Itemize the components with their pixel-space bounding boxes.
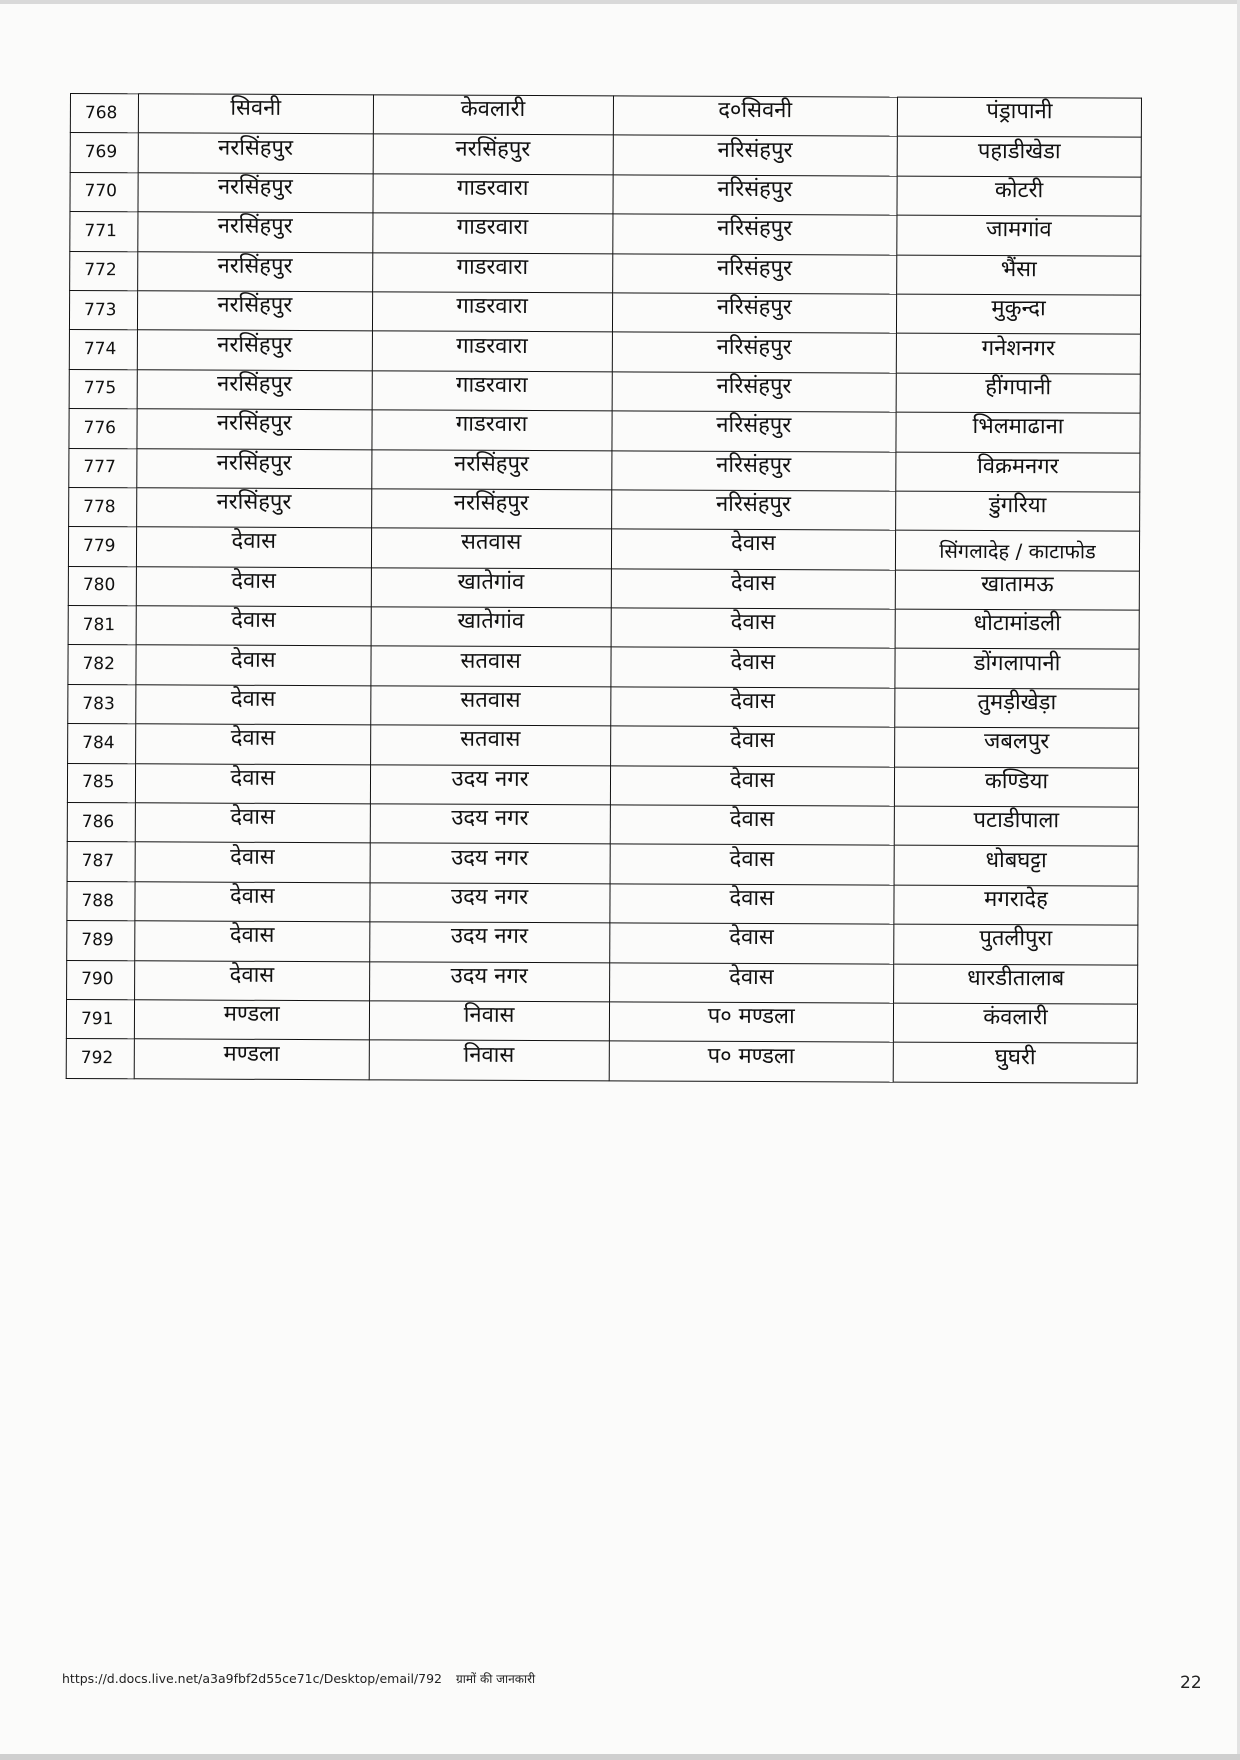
village-cell-text: जामगांव <box>986 217 1052 243</box>
division-cell-text: नरिसंहपुर <box>716 413 792 439</box>
serial-number-cell <box>68 724 136 764</box>
village-cell-text: विक्रमनगर <box>977 453 1059 480</box>
division-cell <box>611 569 896 610</box>
block-cell <box>369 922 609 962</box>
serial-number-cell-text: 781 <box>82 614 116 635</box>
block-cell-text: उदय नगर <box>451 884 529 911</box>
village-cell <box>896 373 1140 413</box>
district-cell-text: नरसिंहपुर <box>216 489 292 516</box>
table-row <box>66 1039 1137 1083</box>
block-cell-text: उदय नगर <box>450 924 529 950</box>
block-cell <box>373 213 613 253</box>
district-cell-text: नरसिंहपुर <box>217 214 293 240</box>
block-cell-text: गाडरवारा <box>455 411 528 438</box>
division-cell <box>610 687 895 728</box>
block-cell-text: खातेगांव <box>457 608 525 635</box>
district-cell-text: नरसिंहपुर <box>217 292 293 319</box>
village-cell-text: कंवलारी <box>983 1005 1048 1031</box>
division-cell-text: देवास <box>731 531 776 557</box>
table-row <box>67 921 1138 965</box>
district-cell-text: नरसिंहपुर <box>216 371 293 397</box>
district-cell <box>134 1000 369 1040</box>
village-cell-text: कोटरी <box>994 178 1044 204</box>
division-cell <box>609 962 894 1003</box>
serial-number-cell <box>67 803 135 843</box>
table-row <box>67 960 1138 1004</box>
division-cell-text: देवास <box>730 570 776 596</box>
block-cell <box>372 292 612 332</box>
block-cell-text: नरसिंहपुर <box>453 451 530 477</box>
village-cell <box>894 846 1138 886</box>
block-cell <box>373 174 613 214</box>
district-cell <box>137 251 372 291</box>
village-cell <box>897 215 1141 255</box>
village-cell-text: कण्डिया <box>984 768 1049 795</box>
block-cell <box>372 252 612 292</box>
division-cell-text: नरिसंहपुर <box>717 176 793 203</box>
block-cell-text: नरसिंहपुर <box>453 490 529 517</box>
serial-number-cell-text: 777 <box>83 457 116 478</box>
serial-number-cell <box>70 172 138 212</box>
village-cell <box>896 412 1140 452</box>
table-row <box>70 133 1141 177</box>
serial-number-cell <box>69 448 137 488</box>
serial-number-cell-text: 778 <box>83 496 116 517</box>
table-row <box>68 527 1139 571</box>
block-cell <box>371 489 611 529</box>
division-cell-text: नरिसंहपुर <box>716 334 792 360</box>
district-cell <box>135 842 370 882</box>
village-cell-text: पहाडीखेडा <box>977 138 1061 164</box>
serial-number-cell-text: 773 <box>84 299 117 320</box>
district-cell <box>135 882 370 922</box>
division-cell-text: नरिसंहपुर <box>715 491 792 518</box>
serial-number-cell <box>66 1039 134 1079</box>
division-cell <box>612 253 897 294</box>
block-cell <box>370 686 610 726</box>
village-cell-text: खातामऊ <box>981 571 1054 598</box>
district-cell <box>137 409 372 449</box>
table-row <box>69 487 1140 531</box>
division-cell-text: नरिसंहपुर <box>716 373 792 400</box>
village-cell <box>894 806 1138 846</box>
district-cell <box>138 94 373 134</box>
district-cell-text: मण्डला <box>223 1001 280 1028</box>
block-cell-text: गाडरवारा <box>456 372 528 398</box>
division-cell-text: देवास <box>729 846 775 872</box>
district-cell <box>137 291 372 331</box>
division-cell <box>610 766 895 807</box>
division-cell <box>611 490 896 531</box>
serial-number-cell <box>70 212 138 252</box>
table-row <box>68 645 1139 689</box>
serial-number-cell-text: 784 <box>82 732 115 754</box>
village-cell-text: डोंगलापानी <box>973 650 1061 676</box>
district-cell-text: देवास <box>231 529 277 555</box>
division-cell <box>611 450 896 491</box>
table-row <box>69 409 1140 453</box>
serial-number-cell-text: 782 <box>82 654 116 675</box>
village-cell <box>895 727 1139 767</box>
serial-number-cell-text: 780 <box>82 575 116 596</box>
division-cell-text: नरिसंहपुर <box>717 216 793 242</box>
division-cell <box>613 135 898 176</box>
serial-number-cell <box>68 527 136 567</box>
division-cell <box>611 529 896 570</box>
division-cell-text: नरिसंहपुर <box>716 452 792 478</box>
district-cell <box>135 724 370 764</box>
division-cell-text: देवास <box>729 964 774 990</box>
block-cell <box>370 843 610 883</box>
district-cell <box>135 921 370 961</box>
district-cell-text: नरसिंहपुर <box>217 135 294 161</box>
district-cell <box>136 685 371 725</box>
serial-number-cell <box>70 94 138 134</box>
district-cell <box>136 566 371 606</box>
district-cell-text: सिवनी <box>230 95 282 122</box>
district-cell-text: देवास <box>229 962 275 988</box>
block-cell-text: सतवास <box>460 530 522 556</box>
village-cell <box>896 333 1140 373</box>
table-row <box>69 448 1140 492</box>
division-cell-text: देवास <box>730 610 776 636</box>
block-cell <box>369 1001 609 1041</box>
district-cell <box>136 527 371 567</box>
serial-number-cell-text: 792 <box>80 1048 114 1069</box>
serial-number-cell-text: 776 <box>83 417 117 439</box>
serial-number-cell <box>67 763 135 803</box>
village-cell <box>897 176 1141 216</box>
village-cell <box>895 530 1139 570</box>
division-cell <box>611 411 896 452</box>
serial-number-cell-text: 770 <box>84 181 118 202</box>
village-cell <box>897 97 1141 137</box>
table-row <box>69 290 1140 334</box>
serial-number-cell <box>68 645 136 685</box>
division-cell <box>609 923 894 964</box>
serial-number-cell-text: 788 <box>81 890 114 911</box>
block-cell <box>372 331 612 371</box>
serial-number-cell <box>67 881 135 921</box>
block-cell <box>371 449 611 489</box>
district-cell-text: देवास <box>231 607 276 634</box>
division-cell-text: नरिसंहपुर <box>716 294 792 321</box>
district-cell-text: देवास <box>230 804 275 831</box>
division-cell-text: प० मण्डला <box>707 1003 795 1030</box>
serial-number-cell-text: 775 <box>83 378 117 399</box>
district-cell-text: देवास <box>231 647 276 673</box>
division-cell <box>611 608 896 649</box>
division-cell <box>610 844 895 885</box>
block-cell <box>369 1040 609 1080</box>
block-cell <box>371 528 611 568</box>
district-cell-text: नरसिंहपुर <box>217 174 293 200</box>
village-cell-text: सिंगलादेह / काटाफोड <box>939 539 1096 564</box>
district-cell <box>136 645 371 685</box>
serial-number-cell-text: 772 <box>84 260 117 281</box>
block-cell-text: खातेगांव <box>457 569 525 595</box>
serial-number-cell <box>69 369 137 409</box>
table-row <box>68 566 1139 610</box>
table-row <box>67 881 1138 925</box>
block-cell-text: निवास <box>463 1002 515 1029</box>
serial-number-cell <box>67 960 135 1000</box>
table-row <box>70 212 1141 256</box>
district-cell <box>135 803 370 843</box>
serial-number-cell <box>68 566 136 606</box>
block-cell <box>372 371 612 411</box>
village-cell-text: भिलमाढाना <box>972 414 1064 440</box>
district-cell <box>137 370 372 410</box>
serial-number-cell <box>69 290 137 330</box>
village-cell <box>897 137 1141 177</box>
serial-number-cell <box>68 684 136 724</box>
division-cell <box>610 726 895 767</box>
village-cell-text: हींगपानी <box>985 374 1052 401</box>
table-row <box>67 803 1138 847</box>
serial-number-cell-text: 790 <box>81 969 114 990</box>
table-row <box>70 172 1141 216</box>
serial-number-cell-text: 785 <box>81 772 115 793</box>
block-cell-text: गाडरवारा <box>456 333 528 359</box>
district-cell <box>137 330 372 370</box>
village-cell-text: धोटामांडली <box>973 611 1061 637</box>
village-cell <box>895 570 1139 610</box>
serial-number-cell-text: 774 <box>83 339 117 360</box>
table-row <box>70 251 1141 295</box>
district-cell <box>138 173 373 213</box>
district-cell-text: नरसिंहपुर <box>216 410 292 437</box>
division-cell-text: देवास <box>729 885 775 912</box>
serial-number-cell-text: 783 <box>82 693 115 714</box>
table-row <box>67 763 1138 807</box>
block-cell-text: गाडरवारा <box>456 175 529 201</box>
table-row <box>68 684 1139 728</box>
village-cell-text: पुतलीपुरा <box>979 926 1053 952</box>
division-cell <box>612 332 897 373</box>
table-row <box>66 999 1137 1043</box>
district-cell-text: देवास <box>231 568 276 594</box>
district-cell <box>136 488 371 528</box>
serial-number-cell <box>70 133 138 173</box>
village-cell <box>897 255 1141 295</box>
district-cell <box>135 763 370 803</box>
division-cell <box>609 1041 894 1082</box>
block-cell-text: उदय नगर <box>451 845 529 871</box>
village-cell-text: जबलपुर <box>983 729 1050 755</box>
table-row <box>69 330 1140 374</box>
villages-table-body <box>66 94 1141 1083</box>
block-cell-text: केवलारी <box>460 96 526 123</box>
village-cell-text: डुंगरिया <box>988 493 1047 519</box>
division-cell <box>609 884 894 925</box>
district-cell-text: नरसिंहपुर <box>216 450 292 476</box>
division-cell <box>612 175 897 216</box>
serial-number-cell <box>69 487 137 527</box>
division-cell-text: देवास <box>729 807 775 833</box>
table-row <box>68 724 1139 768</box>
district-cell <box>134 960 369 1000</box>
village-cell <box>893 1042 1137 1082</box>
serial-number-cell <box>66 999 134 1039</box>
serial-number-cell-text: 768 <box>84 102 118 123</box>
district-cell <box>138 212 373 252</box>
scan-edge-bottom <box>0 1754 1240 1760</box>
division-cell <box>612 214 897 255</box>
division-cell-text: नरिसंहपुर <box>716 255 793 281</box>
footer-url: https://d.docs.live.net/a3a9fbf2d55ce71c/Desktop/email/792 <box>62 1671 442 1686</box>
serial-number-cell-text: 786 <box>81 811 115 832</box>
block-cell <box>370 764 610 804</box>
village-cell-text: पटाडीपाला <box>973 808 1060 834</box>
serial-number-cell-text: 771 <box>84 220 117 242</box>
village-cell <box>894 885 1138 925</box>
village-cell-text: मुकुन्दा <box>991 296 1046 322</box>
serial-number-cell-text: 779 <box>82 536 116 557</box>
block-cell <box>372 410 612 450</box>
village-cell <box>894 924 1138 964</box>
serial-number-cell-text: 791 <box>80 1008 114 1029</box>
footer-caption: ग्रामों की जानकारी <box>456 1672 536 1686</box>
division-cell-text: देवास <box>729 925 774 951</box>
scan-edge-top <box>0 0 1240 4</box>
serial-number-cell <box>69 330 137 370</box>
district-cell-text: देवास <box>230 765 276 791</box>
division-cell-text: प० मण्डला <box>707 1043 795 1069</box>
block-cell-text: सतवास <box>460 687 521 714</box>
division-cell <box>612 293 897 334</box>
block-cell-text: सतवास <box>460 727 521 753</box>
district-cell <box>138 133 373 173</box>
district-cell <box>134 1039 369 1079</box>
block-cell-text: उदय नगर <box>451 766 529 792</box>
division-cell <box>610 805 895 846</box>
block-cell <box>370 804 610 844</box>
block-cell-text: नरसिंहपुर <box>455 136 531 162</box>
division-cell <box>612 372 897 413</box>
serial-number-cell-text: 787 <box>81 851 115 872</box>
district-cell-text: नरसिंहपुर <box>217 332 293 358</box>
district-cell-text: देवास <box>230 726 276 752</box>
block-cell-text: गाडरवारा <box>456 215 529 241</box>
village-cell-text: धारडीतालाब <box>967 965 1065 992</box>
table-row <box>69 369 1140 413</box>
villages-table <box>66 93 1142 1083</box>
block-cell <box>370 883 610 923</box>
block-cell-text: उदय नगर <box>450 963 528 989</box>
serial-number-cell <box>67 842 135 882</box>
serial-number-cell <box>67 921 135 961</box>
village-cell-text: भैंसा <box>1000 256 1037 282</box>
district-cell-text: देवास <box>229 923 275 949</box>
table-row <box>68 606 1139 650</box>
block-cell-text: सतवास <box>460 648 521 674</box>
block-cell <box>373 95 613 135</box>
village-cell <box>896 452 1140 492</box>
block-cell <box>371 646 611 686</box>
district-cell-text: देवास <box>229 883 275 909</box>
block-cell-text: निवास <box>463 1042 515 1068</box>
serial-number-cell <box>69 409 137 449</box>
division-cell-text: नरिसंहपुर <box>717 137 793 163</box>
block-cell <box>369 961 609 1001</box>
district-cell <box>136 606 371 646</box>
division-cell-text: देवास <box>729 767 775 793</box>
village-cell <box>896 491 1140 531</box>
block-cell <box>371 607 611 647</box>
table-row <box>67 842 1138 886</box>
block-cell <box>371 568 611 608</box>
village-cell <box>894 964 1138 1004</box>
village-cell <box>895 688 1139 728</box>
district-cell-text: देवास <box>230 686 276 712</box>
village-cell-text: धोबघट्टा <box>985 847 1047 873</box>
serial-number-cell <box>70 251 138 291</box>
division-cell <box>609 1002 894 1043</box>
block-cell <box>370 725 610 765</box>
footer <box>62 1670 535 1687</box>
village-cell <box>896 294 1140 334</box>
district-cell <box>137 448 372 488</box>
district-cell-text: मण्डला <box>223 1041 280 1067</box>
village-cell-text: गनेशनगर <box>981 335 1056 361</box>
village-cell-text: तुमड़ीखेड़ा <box>977 690 1057 716</box>
village-cell-text: पंड्रापानी <box>986 99 1053 125</box>
village-cell <box>895 649 1139 689</box>
village-cell <box>893 1003 1137 1043</box>
district-cell-text: नरसिंहपुर <box>217 253 293 279</box>
village-cell <box>894 767 1138 807</box>
serial-number-cell-text: 769 <box>84 142 118 163</box>
division-cell-text: द०सिवनी <box>718 98 793 124</box>
village-cell-text: घुघरी <box>994 1044 1036 1070</box>
division-cell-text: देवास <box>730 688 775 715</box>
division-cell <box>610 647 895 688</box>
table-row <box>70 94 1141 138</box>
district-cell-text: देवास <box>230 844 275 870</box>
village-cell <box>895 609 1139 649</box>
block-cell <box>373 134 613 174</box>
division-cell-text: देवास <box>730 649 776 675</box>
serial-number-cell <box>68 606 136 646</box>
division-cell-text: देवास <box>730 728 775 754</box>
block-cell-text: गाडरवारा <box>456 254 529 280</box>
page-number: 22 <box>1180 1673 1202 1693</box>
block-cell-text: गाडरवारा <box>456 293 528 320</box>
division-cell <box>613 96 898 137</box>
village-cell-text: मगरादेह <box>984 886 1048 913</box>
block-cell-text: उदय नगर <box>451 805 529 832</box>
serial-number-cell-text: 789 <box>81 929 114 951</box>
